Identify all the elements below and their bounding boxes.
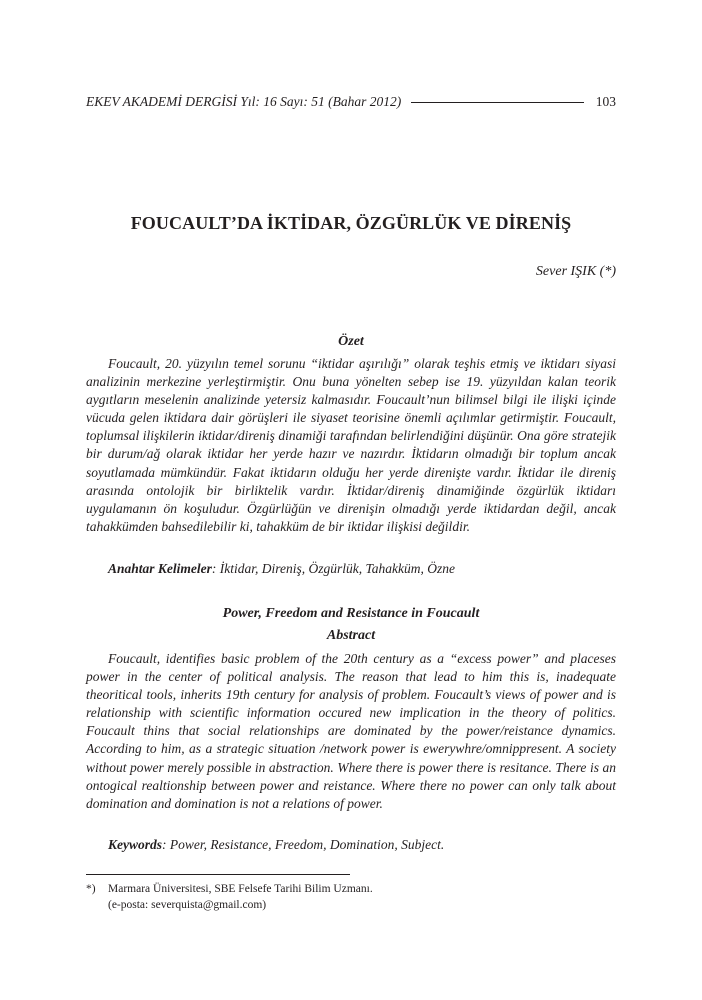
ozet-paragraph: Foucault, 20. yüzyılın temel sorunu “iktidar aşırılığı” olarak teşhis etmiş ve iktidarı siyasi analizinin merkezine yerleştirmiştir. Onu buna yönelten sebep ise 19. yüzyıldan kalan teorik aygıtların meselenin analizinde yetersiz kalmasıdır. Foucault’nun bilimsel bilgi ile ilişki içinde vücuda gelen iktidara dair görüşleri ile siyaset teorisine önemli açılımlar getirmiştir. Foucault, toplumsal ilişkilerin iktidar/direniş dinamiği tarafından belirlendiğini düşünür. Ona göre stratejik bir durum/ağ olarak iktidar her yerde hazır ve nazırdır. İktidarın olmadığı bir toplum ancak soyutlamada mümkündür. Fakat iktidarın olduğu her yerde direnişte vardır. İktidar ile direniş arasında ontolojik bir birliktelik vardır. İktidar/direniş dinamiğinde özgürlük iktidarı uygulamanın ön koşuludur. Özgürlüğün ve direnişin olmadığı yerde iktidardan değil, ancak tahakkümden bahsedilebilir ki, tahakküm de bir iktidar ilişkisi değildir. (86, 356, 616, 534)
abstract-paragraph: Foucault, identifies basic problem of the 20th century as a “excess power” and placeses power in the center of political analysis. The reason that lead to him this is, inadequate theoritical tools, inherits 19th century for analysis of problem. Foucault’s views of power and is relationship with scientific information occured new implication in the theory of politics. Foucault thins that social relationships are dominated by the power/reistance dynamics. According to him, as a strategic situation /network power is ewerywhre/omnippresent. A society without power merely possible in abstraction. Where there is power there is resitance. There is an ontogical realtionship between power and reistance. Where there no power can only talk about domination and domination is not a relations of power. (86, 651, 616, 811)
journal-name: EKEV AKADEMİ DERGİSİ Yıl: 16 Sayı: 51 (Bahar 2012) (86, 94, 402, 109)
footnote (86, 881, 616, 913)
english-keywords-list: : Power, Resistance, Freedom, Domination, Subject. (162, 837, 445, 852)
author-name: Sever IŞIK (*) (535, 264, 616, 279)
footnote-line-1 (86, 881, 616, 897)
english-keywords-label: Keywords (108, 837, 162, 852)
turkish-keywords-label: Anahtar Kelimeler (108, 561, 212, 576)
english-keywords (108, 837, 616, 853)
page-number: 103 (595, 94, 616, 109)
ozet-heading: Özet (338, 334, 364, 349)
abstract-heading: Abstract (326, 628, 376, 643)
footnote-rule (86, 874, 350, 875)
footnote-mark: *) (86, 883, 96, 895)
turkish-keywords (108, 561, 616, 577)
footnote-email: (e-posta: severquista@gmail.com) (108, 899, 267, 911)
article-title: FOUCAULT’DA İKTİDAR, ÖZGÜRLÜK VE DİRENİŞ (130, 213, 572, 233)
header-rule (411, 102, 584, 103)
turkish-keywords-list: : İktidar, Direniş, Özgürlük, Tahakküm, Özne (211, 561, 456, 576)
running-head (86, 92, 616, 112)
english-title: Power, Freedom and Resistance in Foucault (222, 606, 480, 621)
footnote-affiliation: Marmara Üniversitesi, SBE Felsefe Tarihi Bilim Uzmanı. (108, 883, 373, 895)
